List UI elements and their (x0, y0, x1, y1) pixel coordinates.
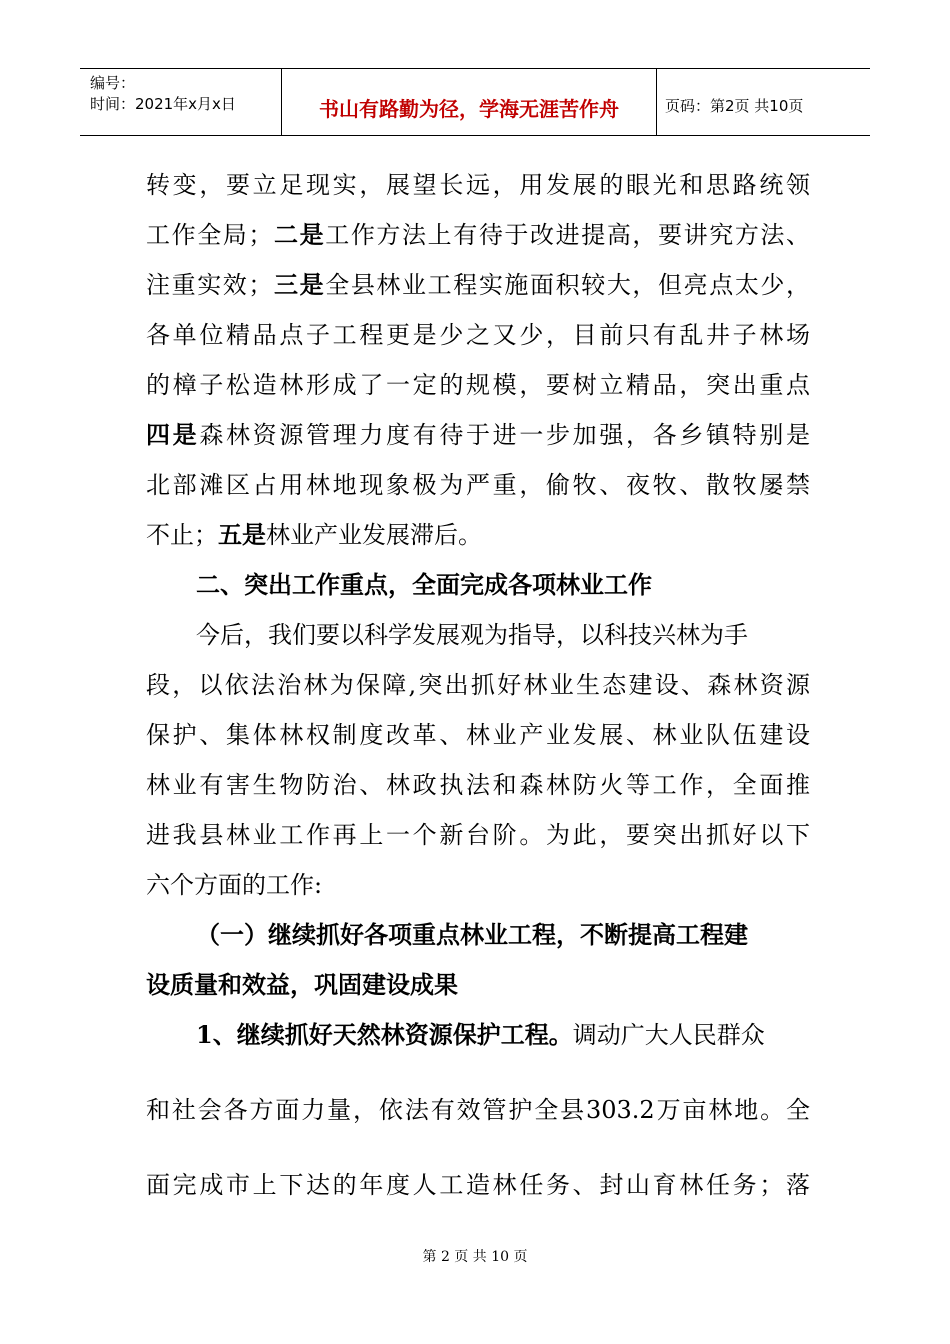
header-page-cell (657, 69, 870, 135)
body-line (146, 220, 810, 250)
body-line: 林业有害生物防治、林政执法和森林防火等工作，全面推 (146, 771, 810, 799)
body-line: 的樟子松造林形成了一定的规模，要树立精品，突出重点 (146, 371, 810, 399)
body-line (146, 420, 810, 450)
body-line (146, 270, 810, 300)
body-line: 各单位精品点子工程更是少之又少，目前只有乱井子林场 (146, 321, 810, 349)
header-motto: 书山有路勤为径，学海无涯苦作舟 (319, 97, 619, 121)
subsection-heading: （一）继续抓好各项重点林业工程，不断提高工程建 (196, 920, 748, 949)
text-run: 林业产业发展滞后。 (266, 521, 482, 549)
subsection-heading-cont: 设质量和效益，巩固建设成果 (146, 970, 458, 999)
body-line: 六个方面的工作: (146, 871, 323, 899)
text-run: 注重实效； (146, 271, 273, 299)
bold-run: 四是 (146, 420, 200, 449)
bold-run: 二是 (272, 220, 326, 249)
bold-run: 1、继续抓好天然林资源保护工程。 (196, 1020, 573, 1049)
body-line: 保护、集体林权制度改革、林业产业发展、林业队伍建设 (146, 721, 810, 749)
body-line (196, 1020, 765, 1050)
bold-run: 五是 (218, 520, 266, 549)
bold-run: 三是 (272, 270, 326, 299)
body-line: 和社会各方面力量，依法有效管护全县303.2万亩林地。全 (146, 1096, 810, 1124)
text-run: 不止； (146, 521, 218, 549)
page-header (80, 68, 870, 136)
text-run: 调动广大人民群众 (572, 1021, 765, 1049)
document-time-label: 时间：2021年x月x日 (90, 95, 236, 113)
header-motto-cell (282, 69, 657, 135)
text-run: 森林资源管理力度有待于进一步加强，各乡镇特别是 (199, 421, 811, 449)
document-number-label: 编号： (90, 74, 136, 92)
body-line: 段，以依法治林为保障,突出抓好林业生态建设、森林资源 (146, 671, 810, 699)
page-footer: 第 2 页 共 10 页 (422, 1249, 528, 1265)
body-line (146, 520, 482, 550)
body-line: 今后，我们要以科学发展观为指导，以科技兴林为手 (196, 621, 748, 649)
section-heading: 二、突出工作重点，全面完成各项林业工作 (196, 570, 652, 599)
header-meta (80, 69, 282, 135)
body-line: 北部滩区占用林地现象极为严重，偷牧、夜牧、散牧屡禁 (146, 471, 810, 499)
header-page-info: 页码：第2页 共10页 (665, 97, 804, 115)
text-run: 工作方法上有待于改进提高，要讲究方法、 (325, 221, 811, 249)
body-line: 转变，要立足现实，展望长远，用发展的眼光和思路统领 (146, 171, 810, 199)
body-line: 进我县林业工作再上一个新台阶。为此，要突出抓好以下 (146, 821, 810, 849)
text-run: 工作全局； (146, 221, 273, 249)
body-line: 面完成市上下达的年度人工造林任务、封山育林任务；落 (146, 1171, 810, 1199)
text-run: 全县林业工程实施面积较大，但亮点太少， (325, 271, 811, 299)
